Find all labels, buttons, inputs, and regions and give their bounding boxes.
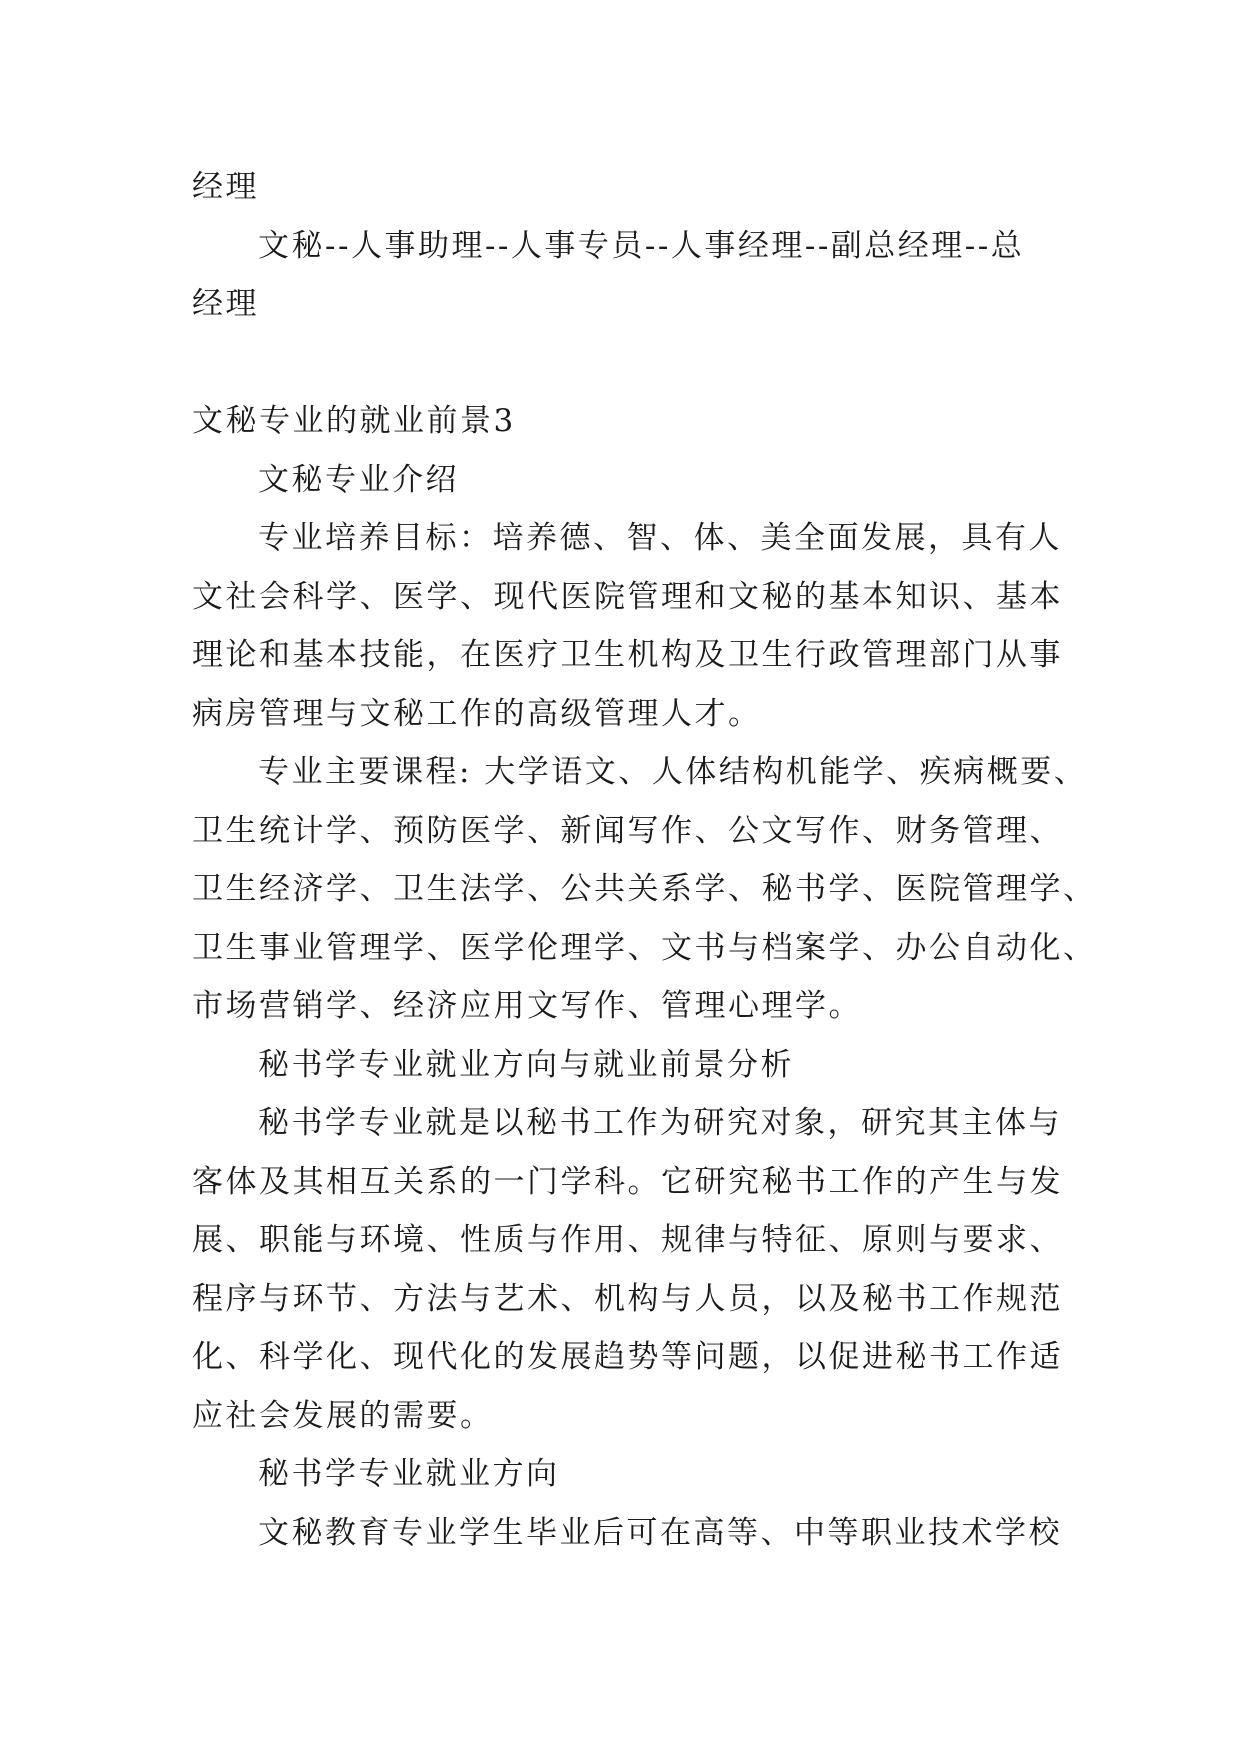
subheading: 秘书学专业就业方向: [258, 1456, 560, 1492]
subheading: 文秘专业介绍: [258, 461, 459, 498]
subheading: 秘书学专业就业方向与就业前景分析: [258, 1046, 794, 1083]
paragraph-line: 展、职能与环境、性质与作用、规律与特征、原则与要求、: [192, 1222, 1063, 1258]
blank-line: [192, 334, 1052, 393]
paragraph-line: 化、科学化、现代化的发展趋势等问题，以促进秘书工作适: [192, 1339, 1063, 1375]
section-heading: 文秘专业的就业前景3: [192, 403, 516, 439]
paragraph-line: 卫生经济学、卫生法学、公共关系学、秘书学、医院管理学、: [192, 871, 1097, 907]
paragraph-line: 秘书学专业就是以秘书工作为研究对象，研究其主体与: [258, 1105, 1062, 1141]
paragraph-line: 文秘--人事助理--人事专员--人事经理--副总经理--总: [258, 227, 1025, 264]
document-body: [192, 158, 1097, 1562]
paragraph-line: 经理: [192, 286, 259, 322]
paragraph-line: 客体及其相互关系的一门学科。它研究秘书工作的产生与发: [192, 1163, 1063, 1200]
paragraph-line: 文秘教育专业学生毕业后可在高等、中等职业技术学校: [258, 1514, 1062, 1551]
paragraph-line: 理论和基本技能，在医疗卫生机构及卫生行政管理部门从事: [192, 637, 1063, 673]
paragraph-line: 经理: [192, 169, 259, 205]
paragraph-line: 卫生统计学、预防医学、新闻写作、公文写作、财务管理、: [192, 812, 1063, 849]
paragraph-line: 应社会发展的需要。: [192, 1397, 494, 1434]
paragraph-line: 卫生事业管理学、医学伦理学、文书与档案学、办公自动化、: [192, 929, 1097, 966]
paragraph-line: 专业培养目标：培养德、智、体、美全面发展，具有人: [258, 520, 1062, 556]
paragraph-line: 专业主要课程: 大学语文、人体结构机能学、疾病概要、: [258, 754, 1088, 790]
paragraph-line: 市场营销学、经济应用文写作、管理心理学。: [192, 988, 862, 1024]
paragraph-line: 文社会科学、医学、现代医院管理和文秘的基本知识、基本: [192, 578, 1063, 615]
paragraph-line: 程序与环节、方法与艺术、机构与人员，以及秘书工作规范: [192, 1280, 1063, 1317]
paragraph-line: 病房管理与文秘工作的高级管理人才。: [192, 695, 762, 732]
